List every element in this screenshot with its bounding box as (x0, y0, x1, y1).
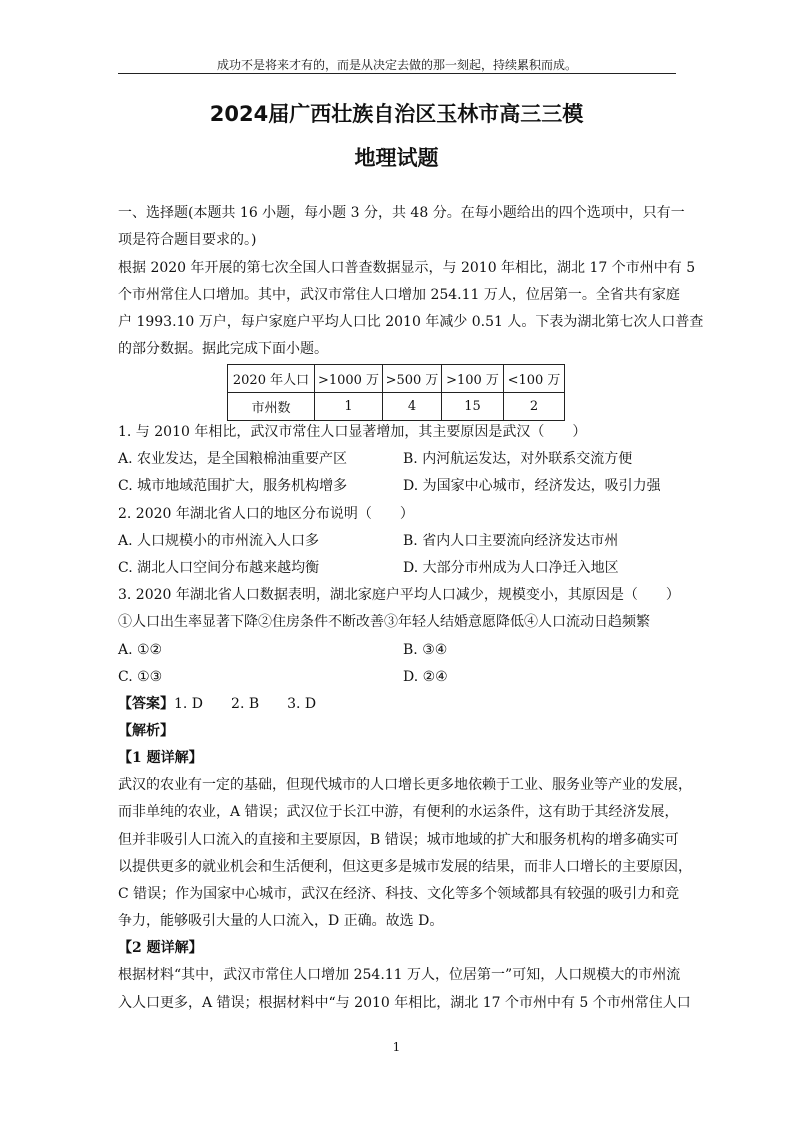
table-cell: 2 (504, 393, 565, 421)
material-line: 个市州常住人口增加。其中，武汉市常住人口增加 254.11 万人，位居第一。全省共有家庭 (118, 287, 680, 303)
option-a: A. ①② (118, 642, 163, 658)
detail-line: 争力，能够吸引大量的人口流入，D 正确。故选 D。 (118, 913, 444, 929)
section-intro-line: 一、选择题(本题共 16 小题，每小题 3 分，共 48 分。在每小题给出的四个选项中，只有一 (118, 205, 685, 221)
detail-line: 但并非吸引人口流入的直接和主要原因，B 错误；城市地域的扩大和服务机构的增多确实可 (118, 832, 679, 848)
option-b: B. ③④ (403, 642, 448, 658)
answer-text: 1. D 2. B 3. D (174, 696, 317, 712)
table-cell: 15 (442, 393, 504, 421)
table-header-cell: <100 万 (504, 365, 565, 393)
option-d: D. 为国家中心城市，经济发达，吸引力强 (403, 478, 661, 494)
option-a: A. 农业发达，是全国粮棉油重要产区 (118, 451, 348, 467)
question-items: ①人口出生率显著下降②住房条件不断改善③年轻人结婚意愿降低④人口流动日趋频繁 (118, 614, 650, 630)
option-c: C. ①③ (118, 669, 163, 685)
detail-line: C 错误；作为国家中心城市，武汉在经济、科技、文化等多个领域都具有较强的吸引力和竞 (118, 886, 680, 902)
table-cell: 1 (315, 393, 383, 421)
question-stem: 1. 与 2010 年相比，武汉市常住人口显著增加，其主要原因是武汉（ ） (118, 424, 587, 440)
option-c: C. 湖北人口空间分布越来越均衡 (118, 560, 320, 576)
table-header-cell: >500 万 (383, 365, 442, 393)
detail-line: 武汉的农业有一定的基础，但现代城市的人口增长更多地依赖于工业、服务业等产业的发展， (118, 777, 692, 793)
table-row (228, 393, 565, 421)
option-d: D. ②④ (403, 669, 448, 685)
table-header-row (228, 365, 565, 393)
question-stem: 2. 2020 年湖北省人口的地区分布说明（ ） (118, 506, 414, 522)
material-line: 根据 2020 年开展的第七次全国人口普查数据显示，与 2010 年相比，湖北 17 个市州中有 5 (118, 260, 696, 276)
page-number: 1 (392, 1040, 401, 1054)
option-a: A. 人口规模小的市州流入人口多 (118, 533, 320, 549)
material-line: 的部分数据。据此完成下面小题。 (118, 341, 328, 357)
detail-heading: 【2 题详解】 (118, 940, 203, 956)
analysis-label: 【解析】 (118, 723, 174, 739)
option-c: C. 城市地域范围扩大，服务机构增多 (118, 478, 348, 494)
table-header-cell: 2020 年人口 (228, 365, 315, 393)
section-intro-line: 项是符合题目要求的。) (118, 232, 257, 248)
header-motto: 成功不是将来才有的，而是从决定去做的那一刻起，持续累积而成。 (216, 58, 577, 72)
detail-line: 以提供更多的就业机会和生活便利，但这更多是城市发展的结果，而非人口增长的主要原因， (118, 859, 692, 875)
table-cell: 市州数 (228, 393, 315, 421)
detail-line: 根据材料“其中，武汉市常住人口增加 254.11 万人，位居第一”可知，人口规模大的市州流 (118, 967, 681, 983)
document-subtitle: 地理试题 (354, 146, 439, 170)
table-header-cell: >1000 万 (315, 365, 383, 393)
option-b: B. 省内人口主要流向经济发达市州 (403, 533, 619, 549)
detail-line: 而非单纯的农业，A 错误；武汉位于长江中游，有便利的水运条件，这有助于其经济发展， (118, 804, 679, 820)
answer-line (118, 695, 316, 713)
option-b: B. 内河航运发达，对外联系交流方便 (403, 451, 633, 467)
material-line: 户 1993.10 万户，每户家庭户平均人口比 2010 年减少 0.51 人。下表为湖北第七次人口普查 (118, 314, 704, 330)
document-title: 2024届广西壮族自治区玉林市高三三模 (209, 102, 584, 126)
table-header-cell: >100 万 (442, 365, 504, 393)
question-stem: 3. 2020 年湖北省人口数据表明，湖北家庭户平均人口减少，规模变小，其原因是（ ） (118, 587, 680, 603)
option-d: D. 大部分市州成为人口净迁入地区 (403, 560, 619, 576)
population-table (227, 364, 565, 421)
answer-label: 【答案】 (118, 696, 174, 712)
detail-heading: 【1 题详解】 (118, 750, 203, 766)
header-divider (118, 73, 676, 74)
detail-line: 入人口更多，A 错误；根据材料中“与 2010 年相比，湖北 17 个市州中有 5 个市州常住人口 (118, 995, 691, 1011)
table-cell: 4 (383, 393, 442, 421)
